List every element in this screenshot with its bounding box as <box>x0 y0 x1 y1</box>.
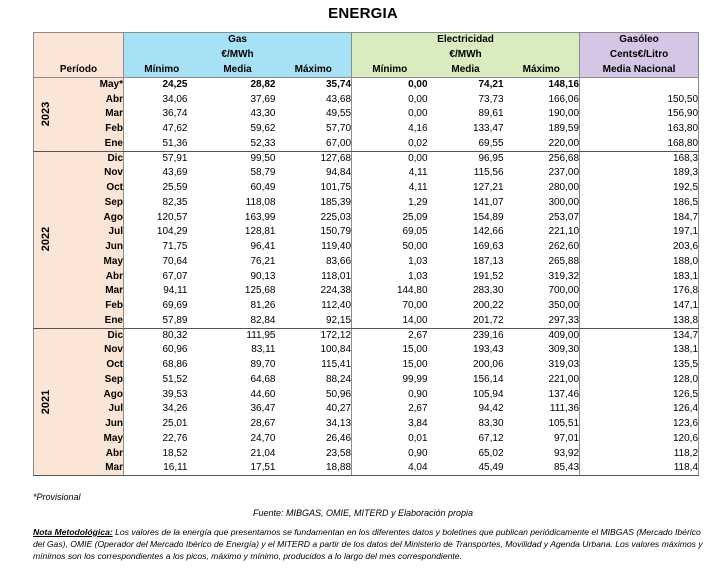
month-cell: May* <box>54 78 124 93</box>
gas-minimo-cell: 39,53 <box>124 387 200 402</box>
electricidad-media-cell: 115,56 <box>473 167 504 179</box>
gas-media-cell: 43,30 <box>250 108 276 120</box>
electricidad-minimo-cell: 4,11 <box>352 166 428 181</box>
table-row <box>34 151 699 166</box>
electricidad-minimo-cell: 3,84 <box>352 417 428 432</box>
gas-media-cell: 58,79 <box>250 167 276 179</box>
header-gas-minimo: Mínimo <box>124 63 200 78</box>
electricidad-minimo-cell: 0,02 <box>352 137 428 152</box>
gas-maximo-cell: 118,01 <box>321 270 352 282</box>
gas-maximo-cell: 100,84 <box>320 344 352 356</box>
gas-minimo-cell: 104,29 <box>124 225 200 240</box>
gasoleo-media-cell <box>580 78 699 93</box>
gasoleo-media-cell: 197,1 <box>580 225 699 240</box>
gas-maximo-cell: 35,74 <box>326 79 352 91</box>
electricidad-media-cell: 142,66 <box>472 226 504 238</box>
gas-media-cell: 90,13 <box>250 270 276 282</box>
month-cell: Jul <box>54 402 124 417</box>
gas-maximo-cell: 94,84 <box>326 167 352 179</box>
methodology-label: Nota Metodológica: <box>33 527 113 537</box>
gas-minimo-cell: 70,64 <box>124 255 200 270</box>
gas-minimo-cell: 67,07 <box>124 269 200 284</box>
table-row <box>34 240 699 255</box>
gas-minimo-cell: 16,11 <box>124 461 200 476</box>
gasoleo-media-cell: 168,3 <box>580 151 699 166</box>
gas-maximo-cell: 127,68 <box>320 152 352 164</box>
gas-media-cell: 96,41 <box>250 241 276 253</box>
table-row <box>34 255 699 270</box>
gas-media-cell: 83,11 <box>251 344 276 356</box>
electricidad-minimo-cell: 4,11 <box>352 181 428 196</box>
electricidad-media-cell: 191,52 <box>472 270 504 282</box>
gas-minimo-cell: 43,69 <box>124 166 200 181</box>
gasoleo-media-cell: 156,90 <box>580 107 699 122</box>
gas-media-cell: 44,60 <box>250 388 276 400</box>
gas-media-cell: 76,21 <box>250 255 276 267</box>
gasoleo-media-cell: 118,4 <box>580 461 699 476</box>
electricidad-maximo-cell: 111,36 <box>549 403 580 415</box>
gas-media-cell: 89,70 <box>250 359 276 371</box>
gasoleo-media-cell: 126,5 <box>580 387 699 402</box>
electricidad-maximo-cell: 221,00 <box>548 373 580 385</box>
header-electricidad: Electricidad <box>352 33 580 48</box>
electricidad-media-cell: 45,49 <box>428 461 504 476</box>
electricidad-maximo-cell: 237,00 <box>548 167 580 179</box>
electricidad-maximo-cell: 350,00 <box>548 300 580 312</box>
gasoleo-media-cell: 188,0 <box>580 255 699 270</box>
gas-minimo-cell: 36,74 <box>124 107 200 122</box>
month-cell: Abr <box>54 446 124 461</box>
electricidad-minimo-cell: 1,03 <box>352 269 428 284</box>
gasoleo-media-cell: 183,1 <box>580 269 699 284</box>
gas-minimo-cell: 51,52 <box>124 373 200 388</box>
month-cell: Abr <box>54 92 124 107</box>
month-cell: Ene <box>54 314 124 329</box>
electricidad-maximo-cell: 220,00 <box>504 137 580 152</box>
gas-maximo-cell: 26,46 <box>326 432 352 444</box>
month-cell: Sep <box>54 196 124 211</box>
electricidad-maximo-cell: 256,68 <box>548 152 580 164</box>
gasoleo-media-cell: 150,50 <box>580 92 699 107</box>
electricidad-media-cell: 69,55 <box>428 137 504 152</box>
gas-media-cell: 37,69 <box>250 93 276 105</box>
gasoleo-media-cell: 203,6 <box>580 240 699 255</box>
gas-minimo-cell: 51,36 <box>124 137 200 152</box>
electricidad-media-cell: 187,13 <box>472 255 504 267</box>
electricidad-minimo-cell: 15,00 <box>352 343 428 358</box>
gasoleo-media-cell: 138,1 <box>580 343 699 358</box>
gas-maximo-cell: 112,40 <box>321 300 352 312</box>
gas-minimo-cell: 25,01 <box>124 417 200 432</box>
electricidad-maximo-cell: 297,33 <box>504 314 580 329</box>
electricidad-media-cell: 94,42 <box>478 403 504 415</box>
gasoleo-media-cell: 168,80 <box>580 137 699 152</box>
gas-maximo-cell: 57,70 <box>326 123 352 135</box>
gas-media-cell: 21,04 <box>250 447 276 459</box>
table-row <box>34 314 699 329</box>
year-label-cell <box>34 151 54 328</box>
electricidad-maximo-cell: 189,59 <box>548 123 580 135</box>
table-row <box>34 299 699 314</box>
electricidad-media-cell: 67,12 <box>478 432 504 444</box>
gas-minimo-cell: 82,35 <box>124 196 200 211</box>
gas-media-cell: 118,08 <box>245 196 276 208</box>
month-cell: Jun <box>54 240 124 255</box>
table-row <box>34 402 699 417</box>
electricidad-maximo-cell: 253,07 <box>548 211 580 223</box>
header-ele-media: Media <box>428 63 504 78</box>
gas-maximo-cell: 40,27 <box>326 403 352 415</box>
electricidad-maximo-cell: 190,00 <box>548 108 580 120</box>
table-row <box>34 166 699 181</box>
electricidad-minimo-cell: 50,00 <box>352 240 428 255</box>
month-cell: Sep <box>54 373 124 388</box>
month-cell: Ago <box>54 387 124 402</box>
month-cell: Dic <box>54 328 124 343</box>
table-row <box>34 343 699 358</box>
gas-maximo-cell: 67,00 <box>276 137 352 152</box>
electricidad-media-cell: 73,73 <box>478 93 504 105</box>
header-gas-media: Media <box>200 63 276 78</box>
header-periodo-spacer <box>34 33 124 48</box>
month-cell: Jul <box>54 225 124 240</box>
gasoleo-media-cell: 189,3 <box>580 166 699 181</box>
table-row <box>34 269 699 284</box>
gas-maximo-cell: 115,41 <box>321 359 352 371</box>
electricidad-maximo-cell: 319,32 <box>548 270 580 282</box>
gas-maximo-cell: 119,40 <box>321 241 352 253</box>
electricidad-maximo-cell: 85,43 <box>504 461 580 476</box>
gas-maximo-cell: 150,79 <box>320 226 352 238</box>
electricidad-maximo-cell: 700,00 <box>548 285 580 297</box>
electricidad-media-cell: 65,02 <box>478 447 504 459</box>
electricidad-media-cell: 200,06 <box>472 359 504 371</box>
electricidad-media-cell: 133,47 <box>472 123 504 135</box>
gasoleo-media-cell: 176,8 <box>580 284 699 299</box>
electricidad-media-cell: 193,43 <box>472 344 504 356</box>
methodology-note <box>33 526 713 562</box>
gas-minimo-cell: 34,06 <box>124 92 200 107</box>
gas-minimo-cell: 71,75 <box>124 240 200 255</box>
table-row <box>34 196 699 211</box>
table-body <box>34 78 699 476</box>
electricidad-maximo-cell: 137,46 <box>548 388 580 400</box>
electricidad-maximo-cell: 97,01 <box>554 432 580 444</box>
electricidad-media-cell: 127,21 <box>472 182 504 194</box>
gas-maximo-cell: 92,15 <box>276 314 352 329</box>
electricidad-media-cell: 89,61 <box>478 108 504 120</box>
gasoleo-media-cell: 186,5 <box>580 196 699 211</box>
electricidad-maximo-cell: 280,00 <box>548 182 580 194</box>
electricidad-minimo-cell: 99,99 <box>352 373 428 388</box>
header-ele-maximo: Máximo <box>504 63 580 78</box>
electricidad-maximo-cell: 309,30 <box>548 344 580 356</box>
header-periodo: Período <box>34 63 124 78</box>
electricidad-minimo-cell: 0,01 <box>352 432 428 447</box>
electricidad-minimo-cell: 4,04 <box>352 461 428 476</box>
gas-minimo-cell: 80,32 <box>124 328 200 343</box>
electricidad-minimo-cell: 0,90 <box>352 446 428 461</box>
table-row <box>34 181 699 196</box>
gasoleo-media-cell: 135,5 <box>580 358 699 373</box>
gas-maximo-cell: 23,58 <box>326 447 352 459</box>
electricidad-minimo-cell: 1,03 <box>352 255 428 270</box>
gas-maximo-cell: 50,96 <box>326 388 352 400</box>
month-cell: Ene <box>54 137 124 152</box>
electricidad-minimo-cell: 15,00 <box>352 358 428 373</box>
gasoleo-media-cell: 163,80 <box>580 122 699 137</box>
table-row <box>34 92 699 107</box>
electricidad-minimo-cell: 69,05 <box>352 225 428 240</box>
electricidad-media-cell: 74,21 <box>478 79 504 91</box>
month-cell: Nov <box>54 343 124 358</box>
electricidad-minimo-cell: 0,00 <box>352 151 428 166</box>
electricidad-maximo-cell: 148,16 <box>548 79 580 91</box>
header-gas: Gas <box>124 33 352 48</box>
gas-minimo-cell: 25,59 <box>124 181 200 196</box>
electricidad-maximo-cell: 262,60 <box>548 241 580 253</box>
electricidad-media-cell: 156,14 <box>472 373 504 385</box>
gas-minimo-cell: 68,86 <box>124 358 200 373</box>
table-row <box>34 417 699 432</box>
electricidad-maximo-cell: 221,10 <box>548 226 580 238</box>
month-cell: Ago <box>54 210 124 225</box>
gas-media-cell: 59,62 <box>250 123 276 135</box>
electricidad-media-cell: 83,30 <box>478 418 504 430</box>
month-cell: Jun <box>54 417 124 432</box>
electricidad-media-cell: 169,63 <box>472 241 504 253</box>
electricidad-media-cell: 141,07 <box>472 196 504 208</box>
gas-media-cell: 36,47 <box>250 403 276 415</box>
month-cell: Feb <box>54 122 124 137</box>
table-row <box>34 373 699 388</box>
year-label: 2023 <box>40 101 53 127</box>
gasoleo-media-cell: 138,8 <box>580 314 699 329</box>
electricidad-media-cell: 96,95 <box>478 152 504 164</box>
electricidad-maximo-cell: 166,06 <box>548 93 580 105</box>
table-row <box>34 122 699 137</box>
electricidad-minimo-cell: 0,00 <box>352 92 428 107</box>
electricidad-minimo-cell: 70,00 <box>352 299 428 314</box>
gas-minimo-cell: 24,25 <box>124 78 200 93</box>
table-row <box>34 107 699 122</box>
gas-maximo-cell: 88,24 <box>326 373 352 385</box>
month-cell: Feb <box>54 299 124 314</box>
month-cell: Abr <box>54 269 124 284</box>
gas-media-cell: 99,50 <box>250 152 276 164</box>
year-label: 2022 <box>40 227 53 252</box>
month-cell: Nov <box>54 166 124 181</box>
gasoleo-media-cell: 118,2 <box>580 446 699 461</box>
gas-minimo-cell: 34,26 <box>124 402 200 417</box>
header-gasoleo: Gasóleo <box>580 33 699 48</box>
electricidad-maximo-cell: 409,00 <box>548 329 580 341</box>
electricidad-minimo-cell: 2,67 <box>352 328 428 343</box>
month-cell: Mar <box>54 284 124 299</box>
header-gasoleo-media: Media Nacional <box>580 63 699 78</box>
electricidad-minimo-cell: 0,00 <box>352 107 428 122</box>
electricidad-minimo-cell: 144,80 <box>352 284 428 299</box>
electricidad-minimo-cell: 4,16 <box>352 122 428 137</box>
electricidad-minimo-cell: 0,00 <box>352 78 428 93</box>
electricidad-media-cell: 154,89 <box>472 211 504 223</box>
gas-minimo-cell: 57,91 <box>124 151 200 166</box>
gasoleo-media-cell: 120,6 <box>580 432 699 447</box>
year-label-cell <box>34 328 54 476</box>
gas-maximo-cell: 224,38 <box>320 285 352 297</box>
gas-maximo-cell: 43,68 <box>326 93 352 105</box>
table-row <box>34 358 699 373</box>
table-row <box>34 284 699 299</box>
table-row <box>34 225 699 240</box>
gas-media-cell: 125,68 <box>244 285 276 297</box>
month-cell: Oct <box>54 358 124 373</box>
header-ele-minimo: Mínimo <box>352 63 428 78</box>
gas-media-cell: 28,82 <box>250 79 276 91</box>
gas-media-cell: 163,99 <box>244 211 276 223</box>
gasoleo-media-cell: 126,4 <box>580 402 699 417</box>
month-cell: May <box>54 255 124 270</box>
month-cell: May <box>54 432 124 447</box>
gas-minimo-cell: 57,89 <box>124 314 200 329</box>
electricidad-minimo-cell: 25,09 <box>352 210 428 225</box>
table-row <box>34 432 699 447</box>
electricidad-media-cell: 283,30 <box>472 285 504 297</box>
gas-maximo-cell: 172,12 <box>320 329 352 341</box>
month-cell: Oct <box>54 181 124 196</box>
electricidad-media-cell: 200,22 <box>472 300 504 312</box>
electricidad-minimo-cell: 1,29 <box>352 196 428 211</box>
month-cell: Dic <box>54 151 124 166</box>
header-gas-unit: €/MWh <box>124 48 352 63</box>
electricidad-maximo-cell: 319,03 <box>548 359 580 371</box>
table-row <box>34 78 699 93</box>
gas-media-cell: 81,26 <box>250 300 276 312</box>
electricidad-minimo-cell: 2,67 <box>352 402 428 417</box>
electricidad-media-cell: 239,16 <box>472 329 504 341</box>
electricidad-media-cell: 105,94 <box>472 388 504 400</box>
header-electricidad-unit: €/MWh <box>352 48 580 63</box>
gas-media-cell: 82,84 <box>200 314 276 329</box>
table-row <box>34 137 699 152</box>
gas-maximo-cell: 34,13 <box>326 418 352 430</box>
table-row <box>34 328 699 343</box>
gasoleo-media-cell: 184,7 <box>580 210 699 225</box>
table-row <box>34 446 699 461</box>
gasoleo-media-cell: 192,5 <box>580 181 699 196</box>
gas-minimo-cell: 47,62 <box>124 122 200 137</box>
month-cell: Mar <box>54 461 124 476</box>
electricidad-media-cell: 201,72 <box>428 314 504 329</box>
gas-minimo-cell: 60,96 <box>124 343 200 358</box>
electricidad-minimo-cell: 0,90 <box>352 387 428 402</box>
gas-media-cell: 24,70 <box>250 432 276 444</box>
gasoleo-media-cell: 128,0 <box>580 373 699 388</box>
gas-media-cell: 17,51 <box>200 461 276 476</box>
gas-media-cell: 64,68 <box>250 373 276 385</box>
gas-media-cell: 60,49 <box>250 182 276 194</box>
gas-media-cell: 28,67 <box>250 418 276 430</box>
table-row <box>34 461 699 476</box>
table-row <box>34 387 699 402</box>
header-gasoleo-unit: Cents€/Litro <box>580 48 699 63</box>
gasoleo-media-cell: 134,7 <box>580 328 699 343</box>
year-label-cell <box>34 78 54 152</box>
gas-media-cell: 52,33 <box>200 137 276 152</box>
electricidad-maximo-cell: 105,51 <box>548 418 580 430</box>
gas-maximo-cell: 225,03 <box>320 211 352 223</box>
gas-minimo-cell: 94,11 <box>124 284 200 299</box>
header-periodo-spacer-2 <box>34 48 124 63</box>
page-title: ENERGIA <box>328 5 398 22</box>
gasoleo-media-cell: 123,6 <box>580 417 699 432</box>
gas-minimo-cell: 120,57 <box>124 210 200 225</box>
provisional-note: *Provisional <box>33 492 81 502</box>
gas-minimo-cell: 22,76 <box>124 432 200 447</box>
gas-minimo-cell: 18,52 <box>124 446 200 461</box>
gas-maximo-cell: 83,66 <box>326 255 352 267</box>
source-line: Fuente: MIBGAS, OMIE, MITERD y Elaboración propia <box>252 508 474 518</box>
gas-maximo-cell: 101,75 <box>320 182 352 194</box>
gasoleo-media-cell: 147,1 <box>580 299 699 314</box>
electricidad-maximo-cell: 265,88 <box>548 255 580 267</box>
table-row <box>34 210 699 225</box>
gas-maximo-cell: 49,55 <box>326 108 352 120</box>
gas-maximo-cell: 18,88 <box>276 461 352 476</box>
gas-media-cell: 128,81 <box>244 226 276 238</box>
gas-minimo-cell: 69,69 <box>124 299 200 314</box>
energy-table <box>33 32 699 476</box>
electricidad-maximo-cell: 93,92 <box>554 447 580 459</box>
month-cell: Mar <box>54 107 124 122</box>
header-gas-maximo: Máximo <box>276 63 352 78</box>
electricidad-maximo-cell: 300,00 <box>548 196 580 208</box>
year-label: 2021 <box>40 389 53 414</box>
gas-media-cell: 111,95 <box>246 329 276 341</box>
electricidad-minimo-cell: 14,00 <box>352 314 428 329</box>
methodology-text: Los valores de la energía que presentamos se fundamentan en los diferentes datos y boletines que publican periódicamente el MIBGAS (Mercado Ibérico del Gas), OMIE (Operador del Mercado Ibérico de Energía) y el MITERD a partir de los datos del Ministerio de Transportes, Movilidad y Agenda Urbana. Los valores máximos y mínimos son los correspondientes a los picos, máximo y mínimo, producidos a lo largo del mes correspondiente. <box>33 527 703 561</box>
gas-maximo-cell: 185,39 <box>320 196 352 208</box>
